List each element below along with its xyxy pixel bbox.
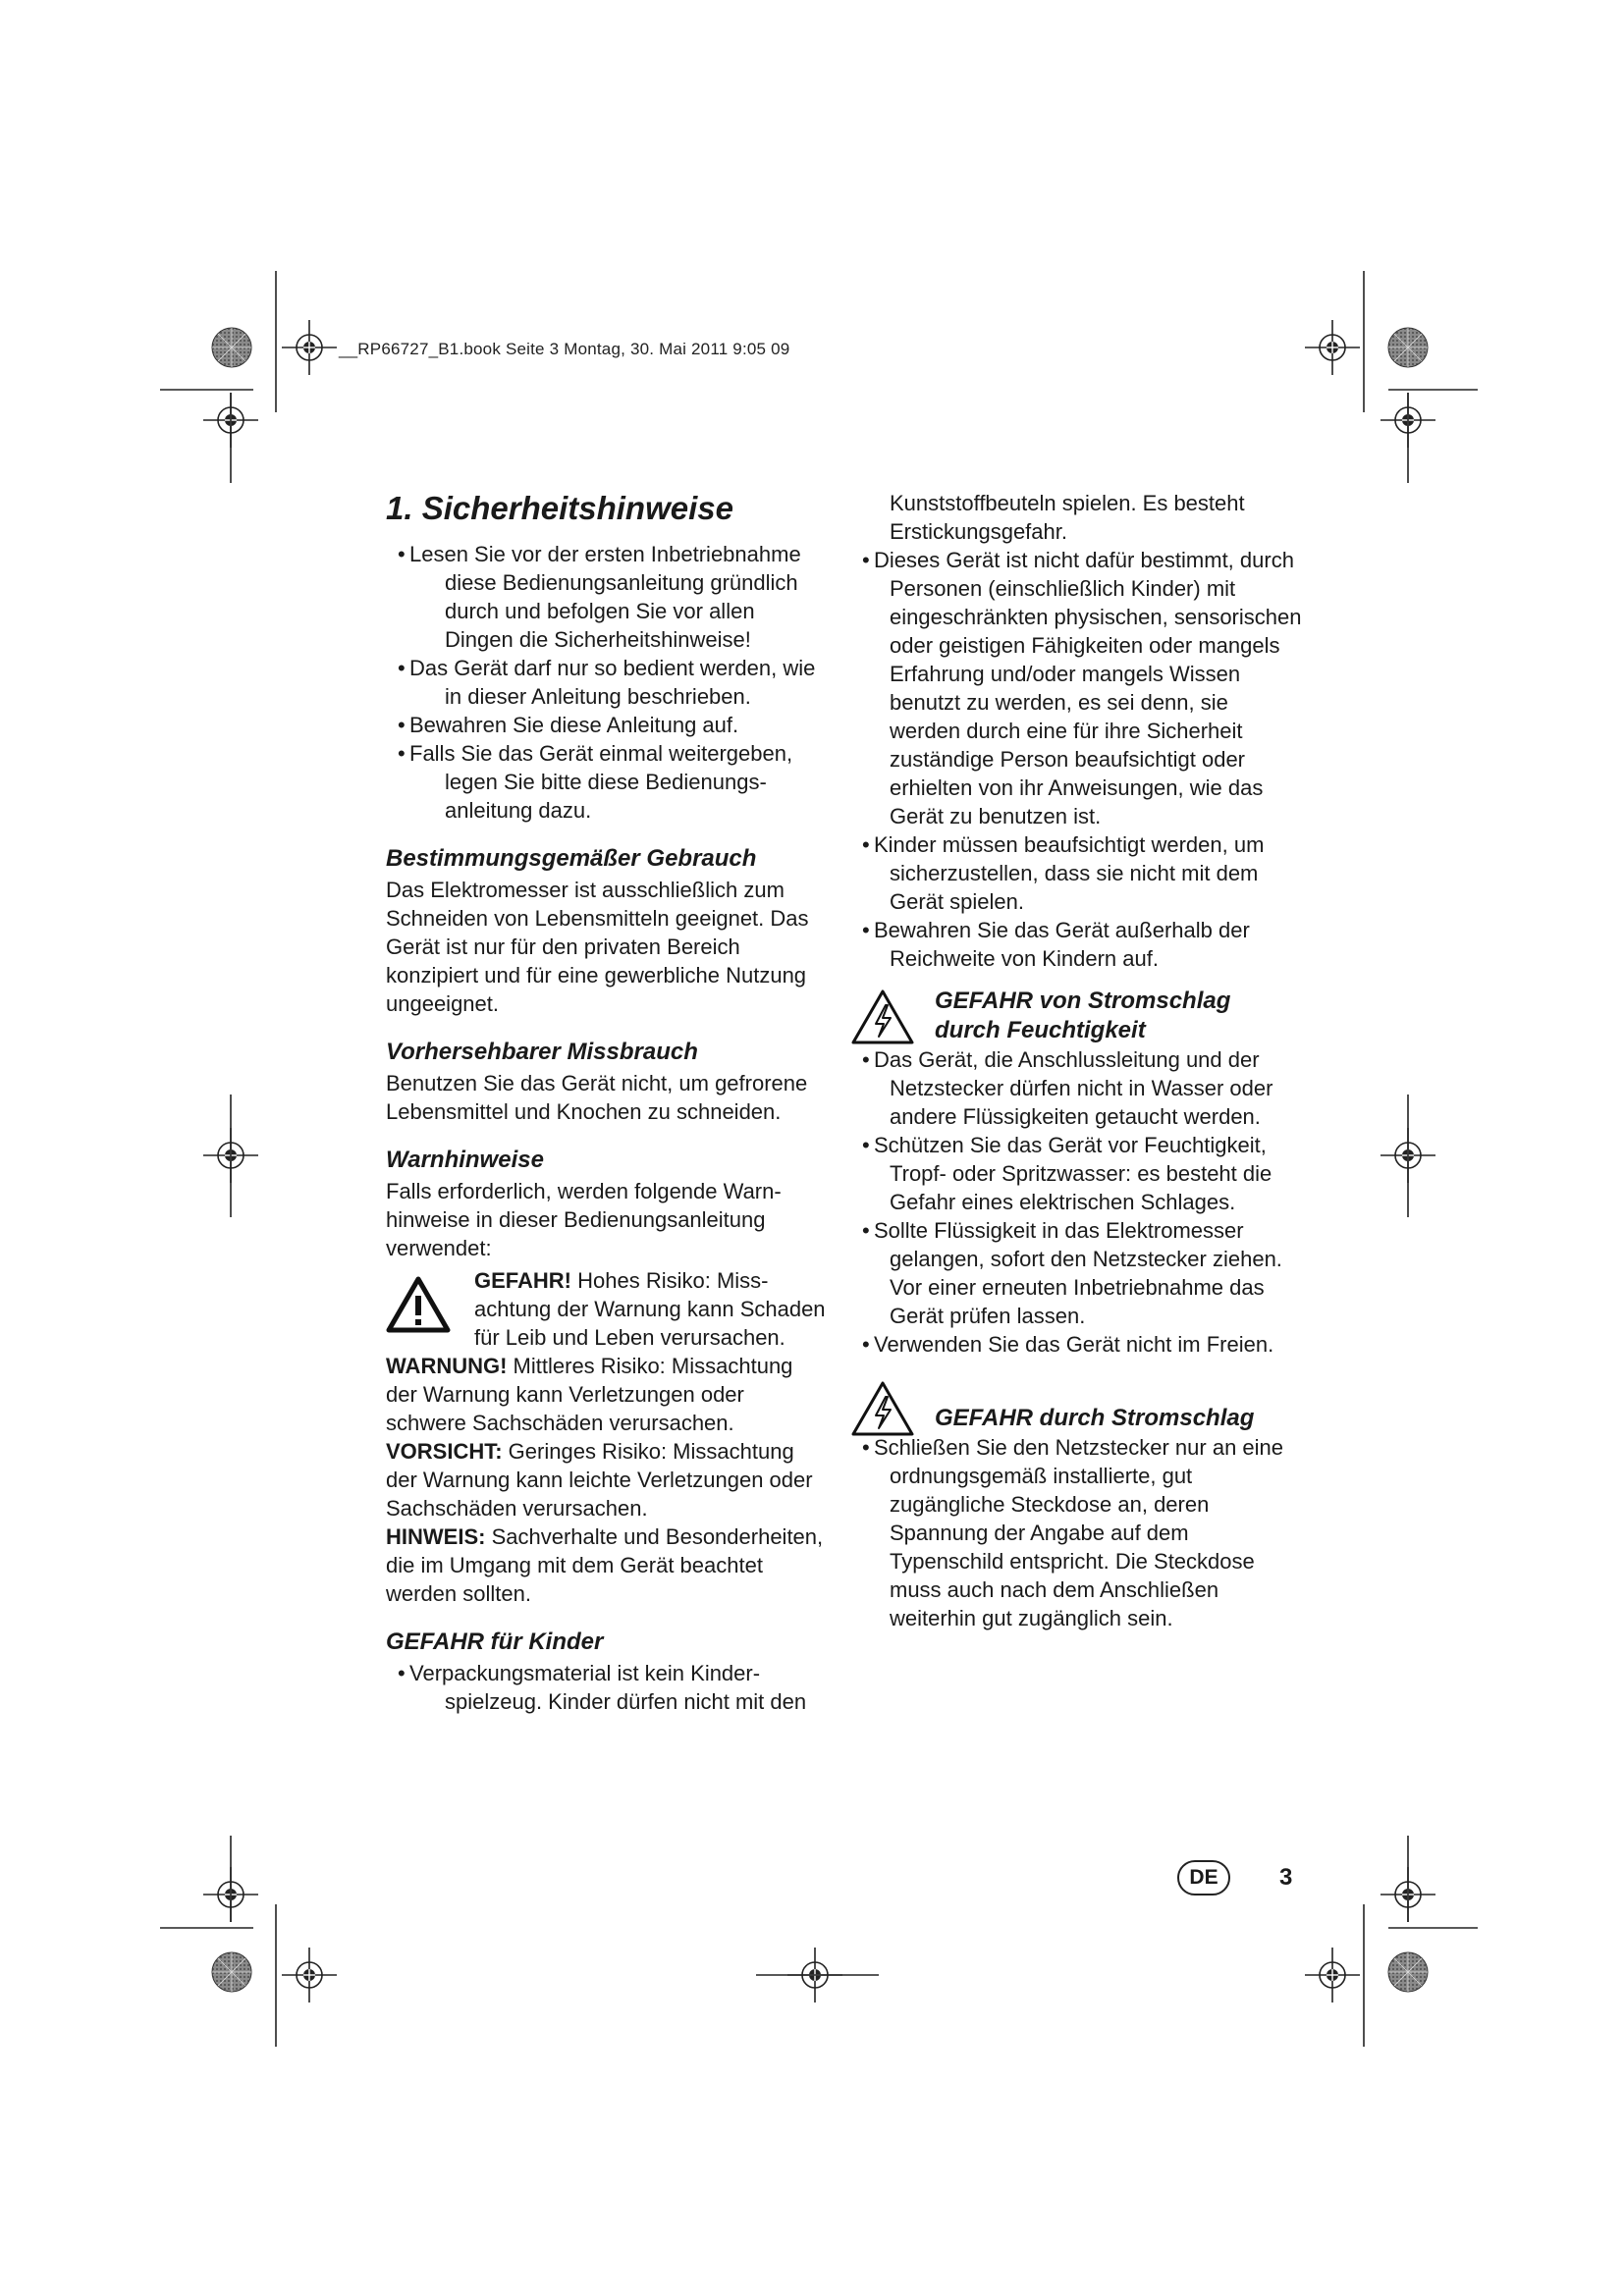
warning-level-warnung [386,1352,828,1437]
misuse-text: Benutzen Sie das Gerät nicht, um gefrorene Lebensmittel und Knochen zu schneiden. [386,1071,808,1124]
color-wheel-icon [212,1952,251,1992]
file-info-slug: __RP66727_B1.book Seite 3 Montag, 30. Mai 2011 9:05 09 [339,340,790,358]
list-item: • Falls Sie das Gerät einmal weitergeben, legen Sie bitte diese Bedienungsanleitung dazu. [386,739,828,825]
warnung-label: WARNUNG! [386,1354,508,1378]
children-bullet-list [386,1659,828,1716]
registration-crosshair-icon [282,1948,337,2002]
list-item: • Schließen Sie den Netzstecker nur an eine ordnungsgemäß installierte, gut zugängliche Steckdose an, deren Spannung der Angabe auf dem Typenschild entspricht. Die Steckdose muss auch nach dem Anschließen weiterhin gut zugänglich sein. [850,1433,1302,1632]
list-item: • Das Gerät darf nur so bedient werden, wie in dieser Anleitung beschrieben. [386,654,828,711]
list-item: • Schützen Sie das Gerät vor Feuchtigkeit, Tropf- oder Spritzwasser: es besteht die Gefahr eines elektrischen Schlages. [850,1131,1302,1216]
color-wheel-icon [212,328,251,367]
language-badge: DE [1177,1860,1230,1896]
children-text-continued: Kunststoffbeuteln spielen. Es besteht Erstickungsgefahr. [890,491,1245,544]
left-column [386,489,828,1716]
registration-crosshair-icon [1305,1948,1360,2002]
vorsicht-label: VORSICHT: [386,1439,503,1464]
electric-shock-warning-icon [850,988,915,1045]
section-heading-warnings: Warnhinweise [386,1147,544,1173]
danger-warning-block [386,1266,828,1352]
registration-crosshair-icon [282,320,337,375]
page-number: 3 [1279,1864,1293,1891]
registration-crosshair-icon [1305,320,1360,375]
list-item: • Sollte Flüssigkeit in das Elektromesser gelangen, sofort den Netzstecker ziehen. Vor einer erneuten Inbetriebnahme das Gerät prüfen lassen. [850,1216,1302,1330]
section-heading-moisture-line1: GEFAHR von Stromschlag [935,988,1231,1014]
color-wheel-icon [1388,328,1428,367]
right-column [850,489,1302,1632]
hinweis-label: HINWEIS: [386,1524,486,1549]
children-bullet-list-continued [850,546,1302,973]
intended-use-text: Das Elektromesser ist ausschließlich zum Schneiden von Lebensmitteln geeignet. Das Gerät ist nur für den privaten Bereich konzipiert und für eine gewerbliche Nutzung ungeeignet. [386,878,809,1016]
list-item: • Dieses Gerät ist nicht dafür bestimmt, durch Personen (einschließlich Kinder) mit eingeschränkten physischen, sensorischen oder geistigen Fähigkeiten oder mangels Erfahrung und/oder mangels Wissen benutzt zu werden, es sei denn, sie werden durch eine für ihre Sicherheit zuständige Person beaufsichtigt oder erhielten von ihr Anweisungen, wie das Gerät zu benutzen ist. [850,546,1302,830]
danger-label: GEFAHR! [474,1268,571,1293]
section-heading-foreseeable-misuse: Vorhersehbarer Missbrauch [386,1039,698,1065]
list-item: • Das Gerät, die Anschlussleitung und der Netzstecker dürfen nicht in Wasser oder andere Flüssigkeiten getaucht werden. [850,1045,1302,1131]
shock-bullet-list [850,1433,1302,1632]
color-wheel-icon [1388,1952,1428,1992]
section-heading-intended-use: Bestimmungsgemäßer Gebrauch [386,845,757,872]
page-title: 1. Sicherheitshinweise [386,490,733,526]
vorsicht-text: Geringes Risiko: Missachtung der Warnung kann leichte Verletzungen oder Sachschäden verursachen. [386,1439,813,1521]
list-item: • Lesen Sie vor der ersten Inbetriebnahme diese Bedienungsanleitung gründlich durch und befolgen Sie vor allen Dingen die Sicherheitshinweise! [386,540,828,654]
section-heading-shock-row [850,1380,1302,1433]
section-heading-shock: GEFAHR durch Stromschlag [935,1405,1255,1431]
moisture-bullet-list [850,1045,1302,1359]
hinweis-text: Sachverhalte und Besonderheiten, die im Umgang mit dem Gerät beachtet werden sollten. [386,1524,824,1606]
list-item: • Bewahren Sie das Gerät außerhalb der Reichweite von Kindern auf. [850,916,1302,973]
list-item: • Kinder müssen beaufsichtigt werden, um sicherzustellen, dass sie nicht mit dem Gerät spielen. [850,830,1302,916]
list-item: • Verwenden Sie das Gerät nicht im Freien. [850,1330,1302,1359]
list-item: • Bewahren Sie diese Anleitung auf. [386,711,828,739]
intro-bullet-list [386,540,828,825]
warning-level-hinweis [386,1522,828,1608]
danger-text: Hohes Risiko: Missachtung der Warnung kann Schaden für Leib und Leben verursachen. [474,1268,826,1350]
warnung-text: Mittleres Risiko: Missachtung der Warnung kann Verletzungen oder schwere Sachschäden verursachen. [386,1354,793,1435]
warning-level-vorsicht [386,1437,828,1522]
section-heading-moisture-line2: durch Feuchtigkeit [935,1017,1146,1043]
warning-triangle-icon [386,1276,451,1333]
section-heading-moisture-row [850,987,1302,1045]
electric-shock-warning-icon [850,1380,915,1437]
list-item: • Verpackungsmaterial ist kein Kinderspielzeug. Kinder dürfen nicht mit den [386,1659,828,1716]
section-heading-danger-children: GEFAHR für Kinder [386,1629,604,1655]
warnings-intro-text: Falls erforderlich, werden folgende Warnhinweise in dieser Bedienungsanleitung verwendet: [386,1179,782,1260]
